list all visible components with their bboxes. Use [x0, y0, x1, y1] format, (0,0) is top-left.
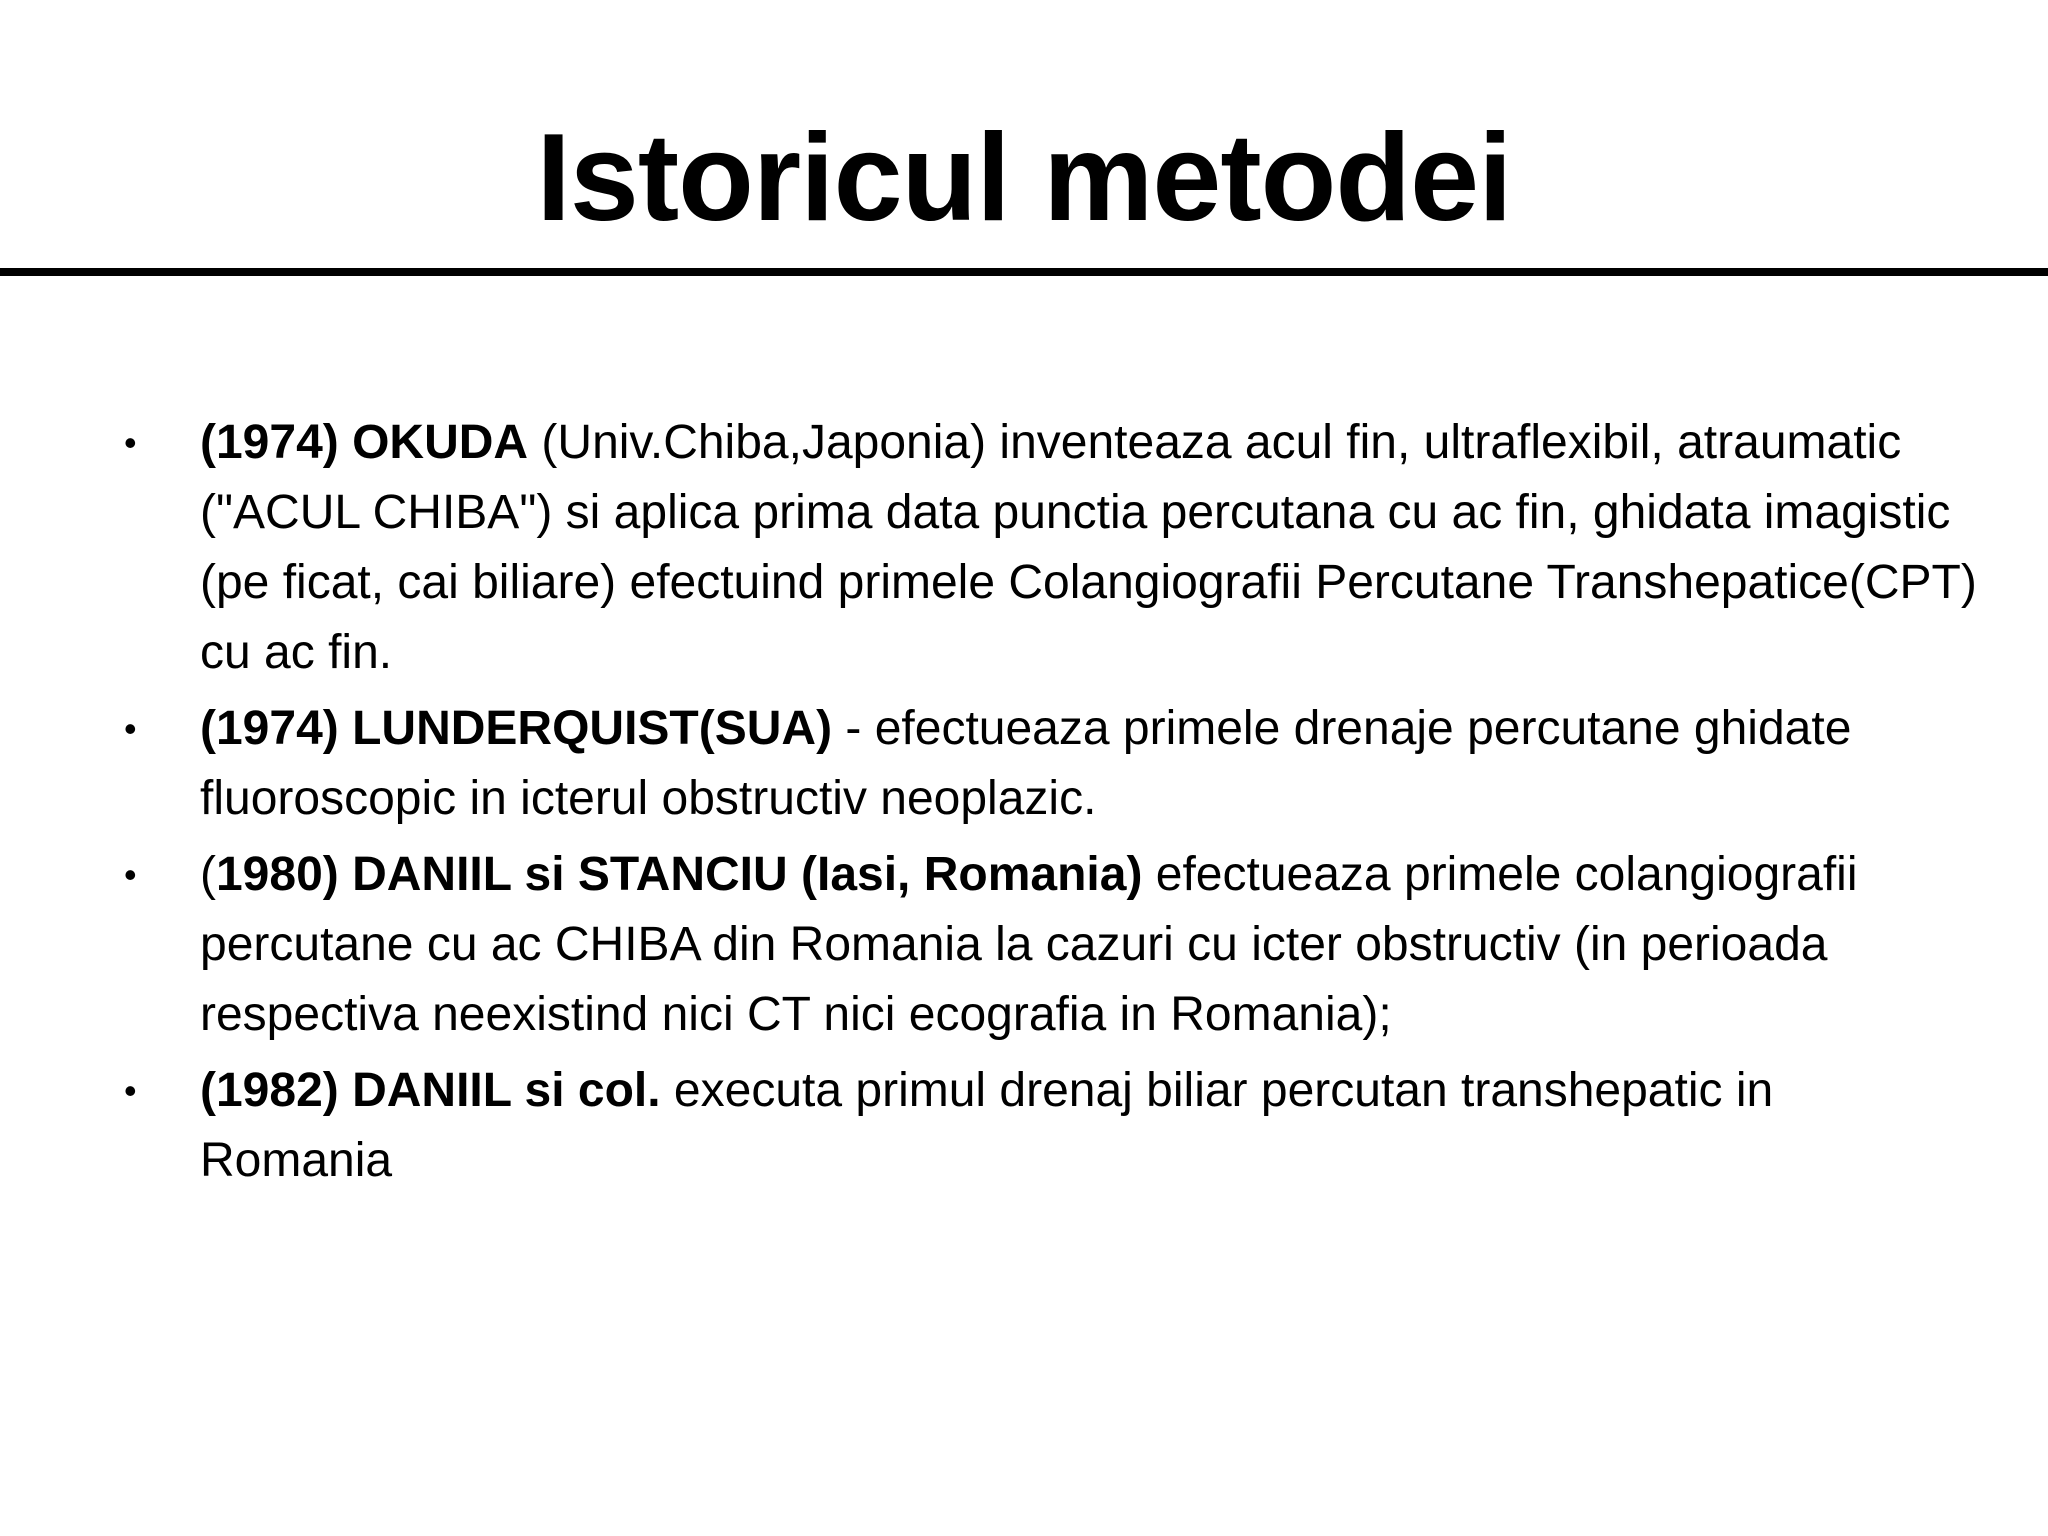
bullet-item-lunderquist [118, 694, 1978, 834]
bullet-text: efectueaza primele colangiografii percutane cu ac CHIBA din Romania la cazuri cu icter obstructiv (in perioada respectiva neexistind nici CT nici ecografia in Romania); [200, 848, 1858, 1041]
bullet-text: - efectueaza primele drenaje percutane ghidate fluoroscopic in icterul obstructiv neoplazic. [200, 702, 1852, 825]
bullet-item-okuda [118, 408, 1978, 688]
bullet-item-daniil-col [118, 1056, 1978, 1196]
bullet-heading: (1974) LUNDERQUIST(SUA) [200, 702, 833, 755]
bullet-text: (Univ.Chiba,Japonia) inventeaza acul fin, ultraflexibil, atraumatic ("ACUL CHIBA") si aplica prima data punctia percutana cu ac fin, ghidata imagistic (pe ficat, cai biliare) efectuind primele Colangiografii Percutane Transhepatice(CPT) cu ac fin. [200, 416, 1977, 679]
bullet-heading: 1980) DANIIL si STANCIU (Iasi, Romania) [215, 848, 1143, 901]
bullet-prefix: ( [200, 848, 216, 901]
title-divider [0, 268, 2048, 276]
bullet-icon: • [124, 1070, 137, 1111]
bullet-item-daniil-stanciu [118, 840, 1978, 1050]
bullet-icon: • [124, 854, 137, 895]
bullet-text: executa primul drenaj biliar percutan transhepatic in Romania [200, 1064, 1774, 1187]
bullet-icon: • [124, 422, 137, 463]
slide-title: Istoricul metodei [536, 109, 1512, 247]
bullet-heading: (1974) OKUDA [200, 416, 529, 469]
bullet-icon: • [124, 708, 137, 749]
bullet-heading: (1982) DANIIL si col. [200, 1064, 661, 1117]
bullet-list [118, 408, 1978, 1202]
